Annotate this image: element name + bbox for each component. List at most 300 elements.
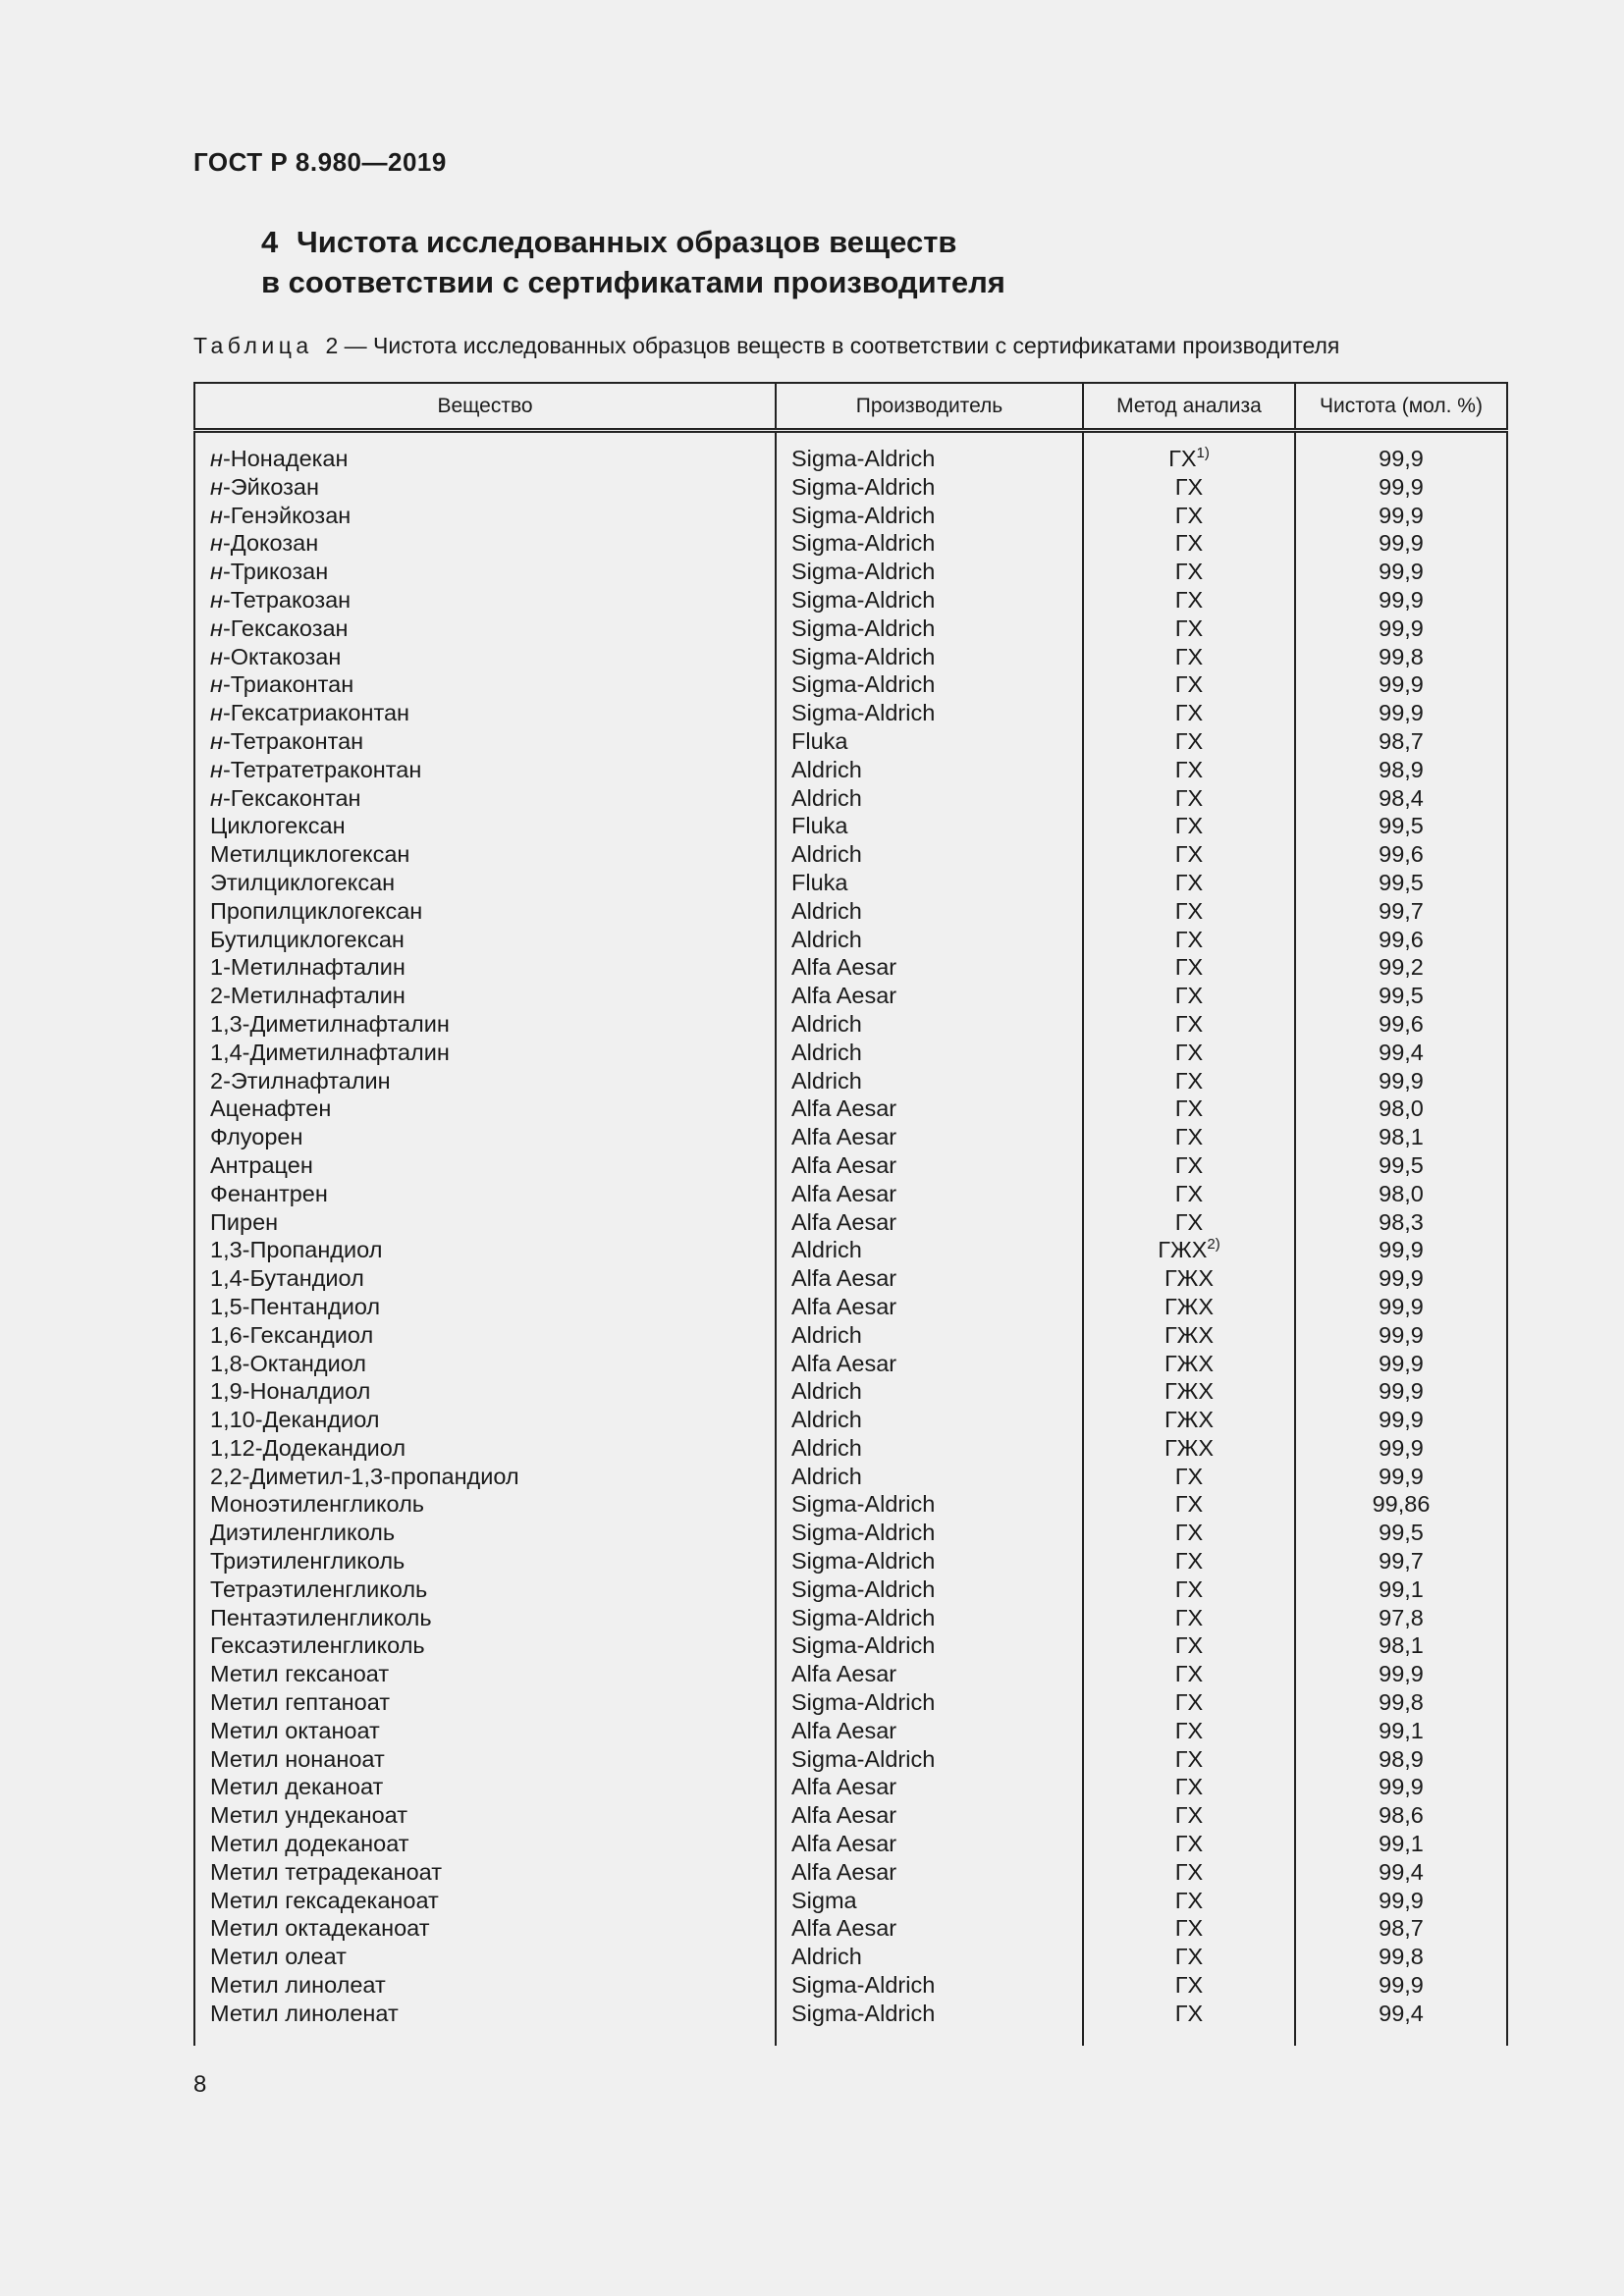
purity-cell: 98,1 [1295, 1631, 1507, 1660]
table-row [194, 473, 1507, 502]
substance-cell [194, 1943, 776, 1971]
manufacturer-cell: Alfa Aesar [776, 1293, 1083, 1321]
method-cell [1083, 1858, 1295, 1887]
substance-name: Метил нонаноат [210, 1745, 385, 1772]
substance-cell [194, 1604, 776, 1632]
purity-cell: 99,8 [1295, 1943, 1507, 1971]
method-value: ГХ [1174, 1887, 1204, 1913]
substance-name: Метил гексаноат [210, 1661, 390, 1687]
method-value: ГЖХ [1158, 1237, 1208, 1263]
purity-cell: 99,5 [1295, 812, 1507, 840]
manufacturer-cell: Alfa Aesar [776, 1717, 1083, 1745]
manufacturer-cell: Sigma-Aldrich [776, 1490, 1083, 1519]
manufacturer-cell: Fluka [776, 812, 1083, 840]
substance-cell [194, 1717, 776, 1745]
substance-name: 1,4-Бутандиол [210, 1265, 364, 1292]
table-row [194, 1463, 1507, 1491]
table-row [194, 1887, 1507, 1915]
table-row [194, 897, 1507, 926]
manufacturer-cell: Sigma-Aldrich [776, 445, 1083, 473]
method-cell [1083, 1971, 1295, 2000]
method-value: ГХ [1174, 586, 1204, 613]
method-cell [1083, 756, 1295, 784]
substance-name: -Тетратетраконтан [222, 756, 422, 782]
substance-cell [194, 614, 776, 643]
substance-name: 2-Этилнафталин [210, 1067, 391, 1094]
manufacturer-cell: Alfa Aesar [776, 1151, 1083, 1180]
manufacturer-cell: Aldrich [776, 897, 1083, 926]
manufacturer-cell: Alfa Aesar [776, 1264, 1083, 1293]
substance-name: -Триаконтан [222, 671, 354, 698]
substance-cell [194, 643, 776, 671]
manufacturer-cell: Aldrich [776, 1406, 1083, 1434]
purity-cell: 99,4 [1295, 1858, 1507, 1887]
purity-cell: 99,86 [1295, 1490, 1507, 1519]
purity-cell: 99,6 [1295, 926, 1507, 954]
method-value: ГХ [1174, 1802, 1204, 1829]
manufacturer-cell: Aldrich [776, 840, 1083, 869]
manufacturer-cell: Alfa Aesar [776, 1773, 1083, 1801]
table-row [194, 1180, 1507, 1208]
substance-name: Моноэтиленгликоль [210, 1491, 425, 1518]
substance-name: 1,4-Диметилнафталин [210, 1039, 450, 1065]
page-number: 8 [193, 2071, 207, 2098]
table-row [194, 699, 1507, 727]
substance-cell [194, 1321, 776, 1350]
substance-name: Метилциклогексан [210, 841, 410, 868]
purity-cell: 99,4 [1295, 1039, 1507, 1067]
manufacturer-cell: Alfa Aesar [776, 1801, 1083, 1830]
substance-cell [194, 1887, 776, 1915]
purity-cell: 98,7 [1295, 727, 1507, 756]
method-value: ГХ [1174, 756, 1204, 782]
purity-cell: 98,9 [1295, 1745, 1507, 1774]
manufacturer-cell: Sigma-Aldrich [776, 473, 1083, 502]
table-row [194, 840, 1507, 869]
method-value: ГХ [1174, 1717, 1204, 1743]
method-cell [1083, 784, 1295, 813]
normal-prefix: н [210, 727, 223, 754]
method-cell [1083, 1830, 1295, 1858]
substance-cell [194, 1406, 776, 1434]
method-cell [1083, 502, 1295, 530]
purity-table [193, 382, 1508, 2046]
table-row [194, 558, 1507, 586]
normal-prefix: н [210, 446, 223, 471]
method-value: ГХ [1174, 1944, 1204, 1970]
substance-cell [194, 1631, 776, 1660]
method-cell [1083, 840, 1295, 869]
table-row [194, 1010, 1507, 1039]
table-row [194, 2000, 1507, 2028]
method-cell [1083, 1151, 1295, 1180]
substance-name: Метил тетрадеканоат [210, 1858, 442, 1885]
manufacturer-cell: Aldrich [776, 1067, 1083, 1095]
table-row [194, 1858, 1507, 1887]
method-value: ГХ [1174, 1095, 1204, 1122]
table-row [194, 727, 1507, 756]
normal-prefix: н [210, 643, 223, 669]
method-value: ГЖХ [1164, 1350, 1215, 1376]
table-spacer-row [194, 431, 1507, 446]
manufacturer-cell: Sigma-Aldrich [776, 699, 1083, 727]
method-value: ГХ [1174, 502, 1204, 528]
table-row [194, 1575, 1507, 1604]
substance-cell [194, 1773, 776, 1801]
substance-cell [194, 982, 776, 1010]
method-cell [1083, 926, 1295, 954]
method-cell [1083, 1717, 1295, 1745]
method-value: ГХ [1174, 1915, 1204, 1942]
method-cell [1083, 670, 1295, 699]
method-value: ГХ [1174, 983, 1204, 1009]
manufacturer-cell: Sigma-Aldrich [776, 1745, 1083, 1774]
method-value: ГХ [1174, 1151, 1204, 1178]
method-cell [1083, 1039, 1295, 1067]
substance-cell [194, 699, 776, 727]
substance-name: Метил додеканоат [210, 1831, 409, 1857]
manufacturer-cell: Sigma-Aldrich [776, 1631, 1083, 1660]
substance-cell [194, 2000, 776, 2028]
substance-cell [194, 1660, 776, 1688]
method-value: ГХ [1174, 671, 1204, 698]
method-value: ГХ [1174, 1632, 1204, 1659]
table-row [194, 1773, 1507, 1801]
method-cell [1083, 473, 1295, 502]
manufacturer-cell: Sigma-Aldrich [776, 1547, 1083, 1575]
substance-name: 1,6-Гександиол [210, 1321, 374, 1348]
normal-prefix: н [210, 502, 223, 528]
substance-cell [194, 1745, 776, 1774]
method-cell [1083, 1095, 1295, 1123]
method-value: ГХ [1174, 643, 1204, 669]
substance-name: Флуорен [210, 1124, 303, 1150]
substance-name: Метил деканоат [210, 1774, 384, 1800]
method-cell [1083, 1434, 1295, 1463]
method-cell [1083, 953, 1295, 982]
purity-cell: 99,9 [1295, 502, 1507, 530]
document-code: ГОСТ Р 8.980—2019 [193, 147, 447, 177]
column-header-substance: Вещество [194, 383, 776, 431]
purity-cell: 98,1 [1295, 1123, 1507, 1151]
method-value: ГХ [1174, 2000, 1204, 2026]
manufacturer-cell: Aldrich [776, 1463, 1083, 1491]
substance-name: -Тетракозан [222, 586, 352, 613]
column-header-method: Метод анализа [1083, 383, 1295, 431]
column-header-purity: Чистота (мол. %) [1295, 383, 1507, 431]
purity-cell: 99,8 [1295, 643, 1507, 671]
substance-cell [194, 1095, 776, 1123]
purity-cell: 98,6 [1295, 1801, 1507, 1830]
table-row [194, 1067, 1507, 1095]
method-cell [1083, 1604, 1295, 1632]
purity-cell: 99,9 [1295, 1377, 1507, 1406]
method-value: ГЖХ [1164, 1293, 1215, 1319]
method-value: ГХ [1174, 1548, 1204, 1575]
normal-prefix: н [210, 530, 223, 557]
substance-name: Аценафтен [210, 1095, 332, 1122]
method-cell [1083, 643, 1295, 671]
manufacturer-cell: Sigma-Aldrich [776, 586, 1083, 614]
purity-cell: 99,9 [1295, 445, 1507, 473]
method-cell [1083, 1575, 1295, 1604]
purity-cell: 99,9 [1295, 1264, 1507, 1293]
manufacturer-cell: Alfa Aesar [776, 1914, 1083, 1943]
section-heading [261, 222, 1005, 302]
substance-cell [194, 1688, 776, 1717]
method-value: ГХ [1174, 1972, 1204, 1999]
manufacturer-cell: Alfa Aesar [776, 953, 1083, 982]
method-cell [1083, 1406, 1295, 1434]
table-row [194, 1830, 1507, 1858]
method-value: ГХ [1174, 1180, 1204, 1206]
manufacturer-cell: Sigma-Aldrich [776, 1575, 1083, 1604]
method-cell [1083, 2000, 1295, 2028]
table-row [194, 502, 1507, 530]
method-value: ГХ [1174, 727, 1204, 754]
method-value: ГХ [1174, 1745, 1204, 1772]
footnote-marker: 1) [1196, 445, 1210, 461]
manufacturer-cell: Aldrich [776, 926, 1083, 954]
purity-cell: 99,9 [1295, 586, 1507, 614]
table-row [194, 1293, 1507, 1321]
method-value: ГХ [1174, 813, 1204, 839]
table-row [194, 1377, 1507, 1406]
method-value: ГЖХ [1164, 1434, 1215, 1461]
method-cell [1083, 1547, 1295, 1575]
purity-cell: 99,1 [1295, 1830, 1507, 1858]
method-value: ГХ [1174, 1463, 1204, 1489]
purity-cell: 99,9 [1295, 1236, 1507, 1264]
purity-cell: 98,0 [1295, 1180, 1507, 1208]
method-value: ГХ [1174, 869, 1204, 895]
method-cell [1083, 1914, 1295, 1943]
method-value: ГХ [1174, 1124, 1204, 1150]
substance-name: -Гексаконтан [222, 784, 361, 811]
table-row [194, 1745, 1507, 1774]
manufacturer-cell: Sigma-Aldrich [776, 502, 1083, 530]
table-row [194, 1123, 1507, 1151]
method-cell [1083, 445, 1295, 473]
normal-prefix: н [210, 586, 223, 613]
table-row [194, 1490, 1507, 1519]
table-row [194, 1264, 1507, 1293]
manufacturer-cell: Aldrich [776, 756, 1083, 784]
substance-cell [194, 445, 776, 473]
table-row [194, 1971, 1507, 2000]
method-cell [1083, 1490, 1295, 1519]
method-cell [1083, 1180, 1295, 1208]
method-value: ГЖХ [1164, 1378, 1215, 1405]
manufacturer-cell: Sigma-Aldrich [776, 1688, 1083, 1717]
purity-cell: 98,7 [1295, 1914, 1507, 1943]
substance-cell [194, 1575, 776, 1604]
method-cell [1083, 586, 1295, 614]
table-row [194, 1631, 1507, 1660]
substance-cell [194, 926, 776, 954]
manufacturer-cell: Alfa Aesar [776, 1095, 1083, 1123]
manufacturer-cell: Aldrich [776, 1039, 1083, 1067]
manufacturer-cell: Aldrich [776, 1377, 1083, 1406]
method-value: ГХ [1174, 700, 1204, 726]
purity-cell: 99,9 [1295, 1434, 1507, 1463]
method-cell [1083, 1208, 1295, 1237]
manufacturer-cell: Aldrich [776, 1943, 1083, 1971]
purity-cell: 99,5 [1295, 1151, 1507, 1180]
manufacturer-cell: Aldrich [776, 1321, 1083, 1350]
table-row [194, 1943, 1507, 1971]
substance-name: -Нонадекан [222, 446, 349, 471]
substance-name: Метил гексадеканоат [210, 1887, 439, 1913]
purity-cell: 99,4 [1295, 2000, 1507, 2028]
method-value: ГХ [1174, 1067, 1204, 1094]
table-row [194, 670, 1507, 699]
method-cell [1083, 1321, 1295, 1350]
table-row [194, 1801, 1507, 1830]
substance-cell [194, 953, 776, 982]
substance-cell [194, 1039, 776, 1067]
substance-name: Метил линоленат [210, 2000, 399, 2026]
purity-cell: 99,9 [1295, 1406, 1507, 1434]
method-cell [1083, 727, 1295, 756]
purity-cell: 99,9 [1295, 699, 1507, 727]
method-value: ГХ [1174, 954, 1204, 981]
purity-cell: 99,9 [1295, 473, 1507, 502]
method-cell [1083, 812, 1295, 840]
manufacturer-cell: Sigma-Aldrich [776, 1604, 1083, 1632]
manufacturer-cell: Alfa Aesar [776, 982, 1083, 1010]
method-cell [1083, 1519, 1295, 1547]
method-value: ГХ [1174, 1774, 1204, 1800]
substance-cell [194, 1010, 776, 1039]
substance-name: Диэтиленгликоль [210, 1520, 396, 1546]
manufacturer-cell: Aldrich [776, 1434, 1083, 1463]
substance-name: 1,8-Октандиол [210, 1350, 366, 1376]
purity-cell: 97,8 [1295, 1604, 1507, 1632]
purity-cell: 99,9 [1295, 529, 1507, 558]
method-value: ГХ [1174, 1604, 1204, 1630]
table-row [194, 1914, 1507, 1943]
purity-cell: 99,9 [1295, 1321, 1507, 1350]
table-row [194, 1604, 1507, 1632]
purity-cell: 99,5 [1295, 869, 1507, 897]
table-row [194, 756, 1507, 784]
table-row [194, 1519, 1507, 1547]
manufacturer-cell: Alfa Aesar [776, 1830, 1083, 1858]
method-cell [1083, 614, 1295, 643]
substance-cell [194, 1801, 776, 1830]
purity-cell: 98,4 [1295, 784, 1507, 813]
table-row [194, 643, 1507, 671]
method-value: ГХ [1174, 1010, 1204, 1037]
method-cell [1083, 1010, 1295, 1039]
method-cell [1083, 1293, 1295, 1321]
purity-cell: 99,5 [1295, 1519, 1507, 1547]
table-row [194, 614, 1507, 643]
method-cell [1083, 1123, 1295, 1151]
manufacturer-cell: Sigma-Aldrich [776, 643, 1083, 671]
method-cell [1083, 1688, 1295, 1717]
substance-name: -Докозан [222, 530, 319, 557]
substance-cell [194, 756, 776, 784]
manufacturer-cell: Aldrich [776, 1236, 1083, 1264]
substance-name: Бутилциклогексан [210, 926, 405, 952]
substance-cell [194, 1123, 776, 1151]
substance-name: Метил октадеканоат [210, 1915, 430, 1942]
substance-cell [194, 1377, 776, 1406]
substance-cell [194, 1151, 776, 1180]
method-cell [1083, 699, 1295, 727]
substance-name: 1-Метилнафталин [210, 954, 406, 981]
table-header-row [194, 383, 1507, 431]
substance-name: Антрацен [210, 1151, 313, 1178]
purity-cell: 99,1 [1295, 1717, 1507, 1745]
purity-cell: 99,9 [1295, 1971, 1507, 2000]
table-row [194, 586, 1507, 614]
substance-name: Триэтиленгликоль [210, 1548, 406, 1575]
method-value: ГХ [1174, 926, 1204, 952]
method-cell [1083, 1631, 1295, 1660]
substance-name: Метил олеат [210, 1944, 347, 1970]
method-value: ГХ [1174, 784, 1204, 811]
table-caption-text: 2 — Чистота исследованных образцов веществ в соответствии с сертификатами производителя [325, 333, 1340, 358]
substance-name: Метил линолеат [210, 1972, 386, 1999]
method-value: ГХ [1174, 897, 1204, 924]
manufacturer-cell: Sigma-Aldrich [776, 1971, 1083, 2000]
purity-cell: 98,0 [1295, 1095, 1507, 1123]
method-cell [1083, 1350, 1295, 1378]
normal-prefix: н [210, 671, 223, 698]
manufacturer-cell: Alfa Aesar [776, 1660, 1083, 1688]
substance-name: Метил гептаноат [210, 1689, 391, 1716]
substance-name: 2-Метилнафталин [210, 983, 406, 1009]
substance-name: Метил октаноат [210, 1717, 380, 1743]
manufacturer-cell: Alfa Aesar [776, 1350, 1083, 1378]
substance-name: Метил ундеканоат [210, 1802, 408, 1829]
substance-name: 1,12-Додекандиол [210, 1434, 406, 1461]
manufacturer-cell: Sigma-Aldrich [776, 670, 1083, 699]
method-cell [1083, 869, 1295, 897]
substance-cell [194, 1208, 776, 1237]
purity-cell: 99,7 [1295, 897, 1507, 926]
purity-cell: 99,9 [1295, 1773, 1507, 1801]
table-row [194, 1236, 1507, 1264]
manufacturer-cell: Aldrich [776, 784, 1083, 813]
method-cell [1083, 1801, 1295, 1830]
method-cell [1083, 1463, 1295, 1491]
purity-cell: 99,9 [1295, 1067, 1507, 1095]
table-row [194, 1717, 1507, 1745]
section-number: 4 [261, 225, 279, 259]
method-cell [1083, 1887, 1295, 1915]
purity-cell: 99,1 [1295, 1575, 1507, 1604]
purity-cell: 99,2 [1295, 953, 1507, 982]
substance-cell [194, 784, 776, 813]
substance-name: -Гексатриаконтан [222, 700, 410, 726]
table-row [194, 1321, 1507, 1350]
method-cell [1083, 1067, 1295, 1095]
substance-name: Этилциклогексан [210, 869, 396, 895]
manufacturer-cell: Sigma-Aldrich [776, 529, 1083, 558]
table-row [194, 784, 1507, 813]
method-value: ГХ [1174, 1491, 1204, 1518]
table-row [194, 1547, 1507, 1575]
method-cell [1083, 1264, 1295, 1293]
substance-name: Фенантрен [210, 1180, 328, 1206]
section-title-line1: Чистота исследованных образцов веществ [297, 225, 957, 259]
purity-cell: 99,9 [1295, 614, 1507, 643]
purity-cell: 99,7 [1295, 1547, 1507, 1575]
